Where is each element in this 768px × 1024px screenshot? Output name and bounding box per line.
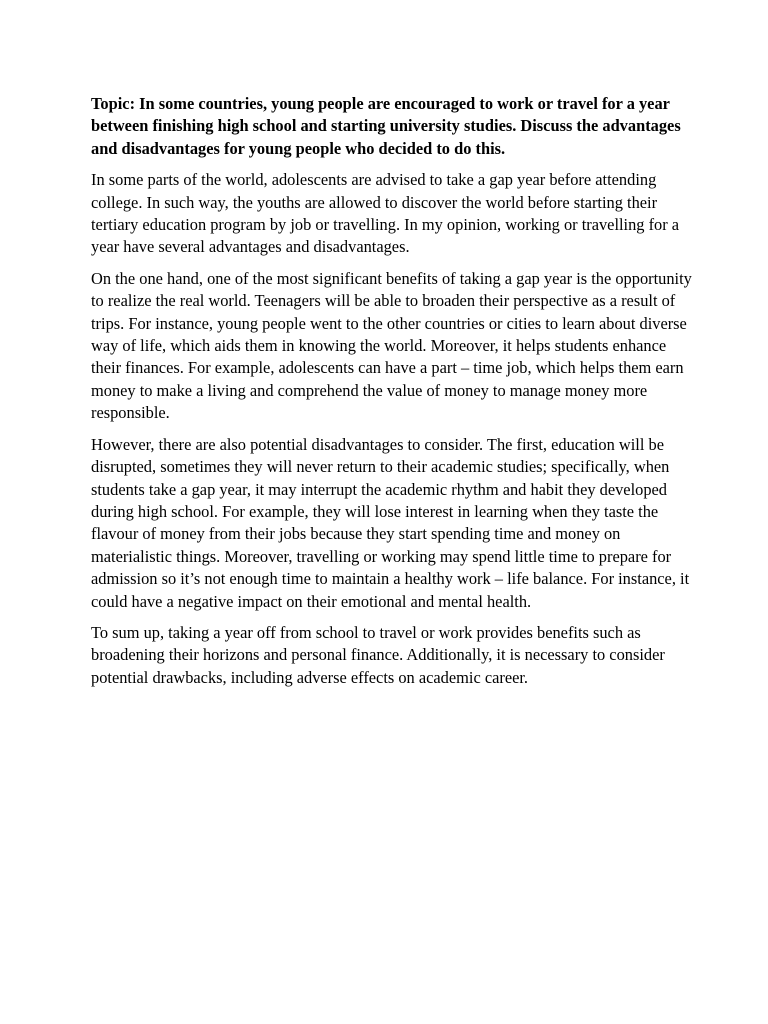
paragraph-introduction: In some parts of the world, adolescents are advised to take a gap year before attending college. In such way, the youths are allowed to discover the world before starting their tertiary education program by job or travelling. In my opinion, working or travelling for a year have several advantages and disadvantages. [91, 170, 680, 257]
paragraph-disadvantages: However, there are also potential disadvantages to consider. The first, education will be disrupted, sometimes they will never return to their academic studies; specifically, when students take a gap year, it may interrupt the academic rhythm and habit they developed during high school. For example, they will lose interest in learning when they taste the flavour of money from their jobs because they start spending time and money on materialistic things. Moreover, travelling or working may spend little time to prepare for admission so it’s not enough time to maintain a healthy work – life balance. For instance, it could have a negative impact on their emotional and mental health. [91, 434, 690, 611]
essay-topic: Topic: In some countries, young people are encouraged to work or travel for a year between finishing high school and starting university studies. Discuss the advantages and disadvantages for young people who decided to do this. [91, 94, 681, 158]
paragraph-conclusion: To sum up, taking a year off from school to travel or work provides benefits such as broadening their horizons and personal finance. Additionally, it is necessary to consider potential drawbacks, including adverse effects on academic career. [91, 622, 665, 687]
paragraph-advantages: On the one hand, one of the most significant benefits of taking a gap year is the opportunity to realize the real world. Teenagers will be able to broaden their perspective as a result of trips. For instance, young people went to the other countries or cities to learn about diverse way of life, which aids them in knowing the world. Moreover, it helps students enhance their finances. For example, adolescents can have a part – time job, which helps them earn money to make a living and comprehend the value of money to manage money more responsible. [91, 268, 692, 423]
